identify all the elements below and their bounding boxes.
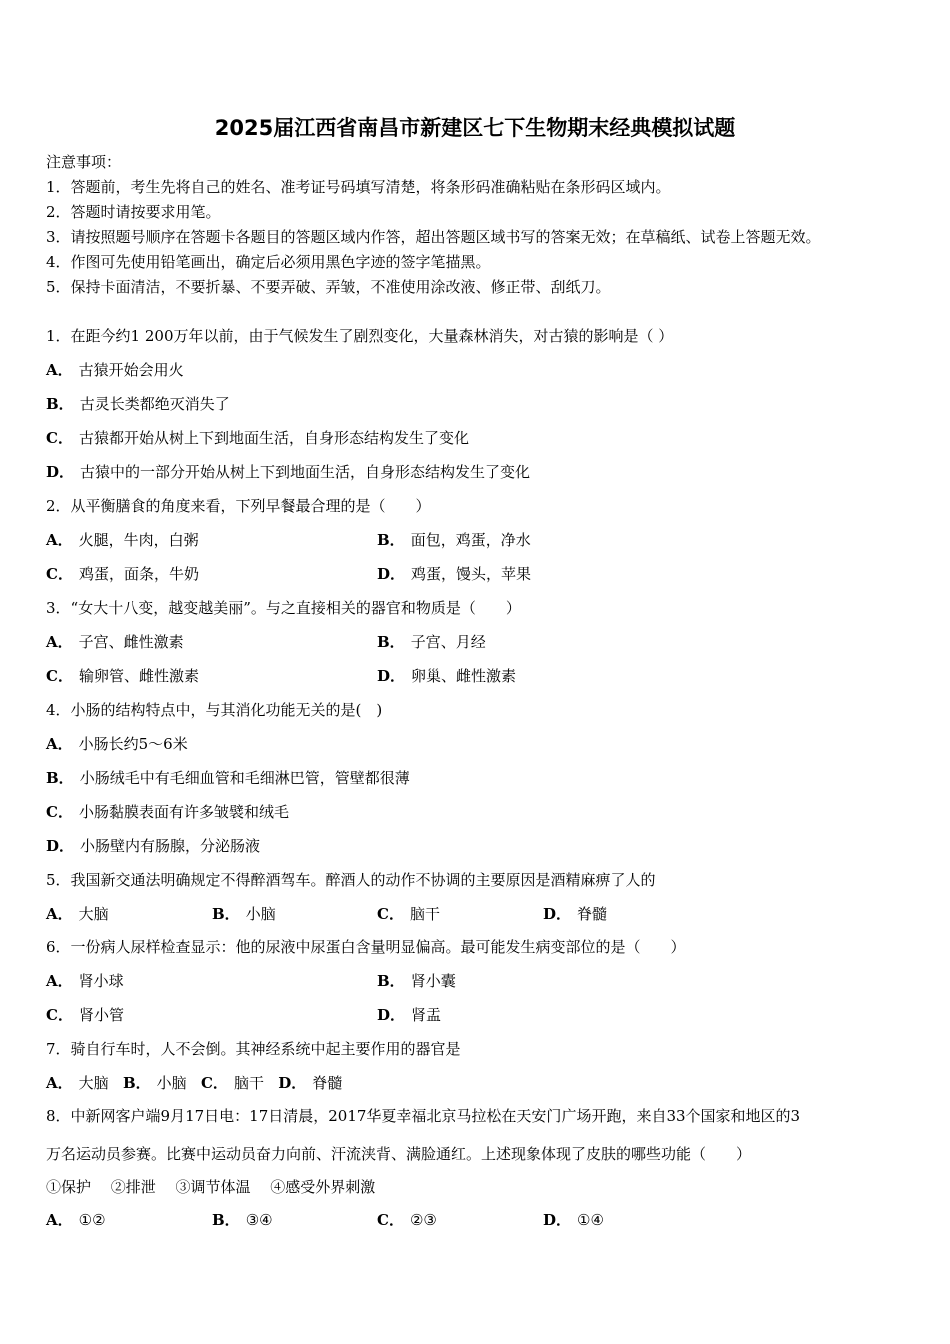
notice-heading: 注意事项：: [46, 153, 122, 171]
notice-item: 5．保持卡面清洁，不要折暴、不要弄破、弄皱，不准使用涂改液、修正带、刮纸刀。: [46, 278, 611, 296]
question-8-items: ①保护 ②排泄 ③调节体温 ④感受外界刺激: [46, 1178, 376, 1196]
q3-option-b: B． 子宫、月经: [377, 633, 486, 651]
question-4-stem: 4．小肠的结构特点中，与其消化功能无关的是( ): [46, 701, 383, 719]
q2-option-b: B． 面包，鸡蛋，净水: [377, 531, 531, 549]
q2-option-c: C． 鸡蛋，面条，牛奶: [46, 565, 199, 583]
question-2-stem: 2．从平衡膳食的角度来看，下列早餐最合理的是（ ）: [46, 497, 431, 515]
notice-item: 4．作图可先使用铅笔画出，确定后必须用黑色字迹的签字笔描黑。: [46, 253, 491, 271]
page-title: 2025届江西省南昌市新建区七下生物期末经典模拟试题: [214, 116, 736, 140]
question-8-stem-cont: 万名运动员参赛。比赛中运动员奋力向前、汗流浃背、满脸通红。上述现象体现了皮肤的哪些功能（ ）: [46, 1145, 752, 1163]
q8-option-c: C． ②③: [377, 1211, 437, 1229]
q3-option-d: D． 卵巢、雌性激素: [377, 667, 517, 685]
q5-option-d: D． 脊髓: [543, 905, 608, 923]
question-5-stem: 5．我国新交通法明确规定不得醉酒驾车。醉酒人的动作不协调的主要原因是酒精麻痹了人的: [46, 871, 656, 889]
q2-option-a: A． 火腿，牛肉，白粥: [46, 531, 199, 549]
q1-option-b: B． 古灵长类都绝灭消失了: [46, 395, 230, 413]
q4-option-c: C． 小肠黏膜表面有许多皱襞和绒毛: [46, 803, 289, 821]
q8-option-a: A． ①②: [46, 1211, 106, 1229]
question-3-stem: 3．“女大十八变，越变越美丽”。与之直接相关的器官和物质是（ ）: [46, 599, 521, 617]
q5-option-a: A． 大脑: [46, 905, 109, 923]
q5-option-c: C． 脑干: [377, 905, 440, 923]
q1-option-d: D． 古猿中的一部分开始从树上下到地面生活，自身形态结构发生了变化: [46, 463, 531, 481]
q4-option-a: A． 小肠长约5～6米: [46, 735, 188, 753]
q6-option-a: A． 肾小球: [46, 972, 124, 990]
notice-item: 2．答题时请按要求用笔。: [46, 203, 221, 221]
q6-option-d: D． 肾盂: [377, 1006, 442, 1024]
notice-item: 3．请按照题号顺序在答题卡各题目的答题区域内作答，超出答题区域书写的答案无效；在草稿纸、试卷上答题无效。: [46, 228, 821, 246]
q6-option-b: B． 肾小囊: [377, 972, 456, 990]
q1-option-c: C． 古猿都开始从树上下到地面生活，自身形态结构发生了变化: [46, 429, 469, 447]
question-7-stem: 7．骑自行车时，人不会倒。其神经系统中起主要作用的器官是: [46, 1040, 461, 1058]
q8-option-b: B． ③④: [212, 1211, 273, 1229]
q7-options: A． 大脑 B． 小脑 C． 脑干 D． 脊髓: [46, 1074, 343, 1092]
q4-option-b: B． 小肠绒毛中有毛细血管和毛细淋巴管，管壁都很薄: [46, 769, 410, 787]
q8-option-d: D． ①④: [543, 1211, 604, 1229]
question-1-stem: 1．在距今约1 200万年以前，由于气候发生了剧烈变化，大量森林消失，对古猿的影响是（ ）: [46, 327, 674, 345]
q2-option-d: D． 鸡蛋，馒头，苹果: [377, 565, 532, 583]
q3-option-c: C． 输卵管、雌性激素: [46, 667, 199, 685]
q4-option-d: D． 小肠壁内有肠腺，分泌肠液: [46, 837, 261, 855]
question-8-stem: 8．中新网客户端9月17日电：17日清晨，2017华夏幸福北京马拉松在天安门广场开跑，来自33个国家和地区的3: [46, 1107, 801, 1125]
notice-item: 1．答题前，考生先将自己的姓名、准考证号码填写清楚，将条形码准确粘贴在条形码区域内。: [46, 178, 671, 196]
q6-option-c: C． 肾小管: [46, 1006, 124, 1024]
question-6-stem: 6．一份病人尿样检查显示：他的尿液中尿蛋白含量明显偏高。最可能发生病变部位的是（ ）: [46, 938, 686, 956]
q1-option-a: A． 古猿开始会用火: [46, 361, 184, 379]
q3-option-a: A． 子宫、雌性激素: [46, 633, 184, 651]
q5-option-b: B． 小脑: [212, 905, 276, 923]
